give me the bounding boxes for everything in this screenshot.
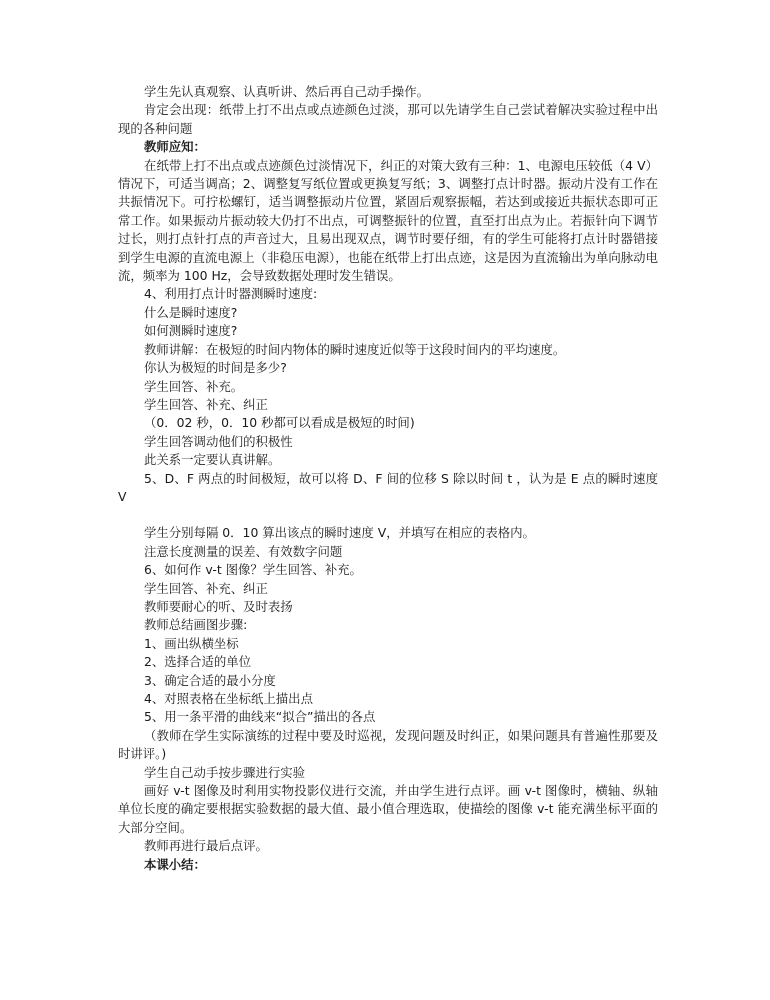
paragraph: 学生回答、补充。 <box>144 378 244 394</box>
paragraph: 什么是瞬时速度? <box>144 304 238 320</box>
list-item: 5、用一条平滑的曲线来“拟合”描出的各点 <box>144 709 376 725</box>
paragraph: 学生回答调动他们的积极性 <box>144 433 293 449</box>
paragraph: 画好 v-t 图像及时利用实物投影仪进行交流，并由学生进行点评。画 v-t 图像时，横轴、纵轴单位长度的确定要根据实验数据的最大值、最小值合理选取，使描绘的图像 v-t 能充满坐标平面的大部分空间。 <box>118 783 658 835</box>
list-item: 3、确定合适的最小分度 <box>144 672 276 688</box>
paragraph: 学生回答、补充、纠正 <box>144 580 268 596</box>
paragraph: （教师在学生实际演练的过程中要及时巡视，发现问题及时纠正，如果问题具有普遍性那要及时讲评。) <box>118 727 658 762</box>
list-item: 4、对照表格在坐标纸上描出点 <box>144 691 313 706</box>
paragraph: 学生回答、补充、纠正 <box>144 396 268 412</box>
paragraph: 你认为极短的时间是多少? <box>144 360 287 376</box>
paragraph: 教师总结画图步骤: <box>144 617 248 633</box>
paragraph: 注意长度测量的误差、有效数字问题 <box>144 543 343 559</box>
paragraph: 学生自己动手按步骤进行实验 <box>144 764 306 780</box>
paragraph: （0．02 秒，0．10 秒都可以看成是极短的时间) <box>144 415 415 431</box>
paragraph: 在纸带上打不出点或点迹颜色过淡情况下，纠正的对策大致有三种：1、电源电压较低（4 V）情况下，可适当调高；2、调整复写纸位置或更换复写纸；3、调整打点计时器。振动片没有工作在共振情况下。可拧松螺钉，适当调整振动片位置，紧固后观察振幅，若达到或接近共振状态即可正常工作。如果振动片振动较大仍打不出点，可调整振针的位置，直至打出点为止。若振针向下调节过长，则打点针打点的声音过大，且易出现双点，调节时要仔细，有的学生可能将打点计时器错接到学生电源的直流电源上（非稳压电源），也能在纸带上打出点迹，这是因为直流输出为单向脉动电流，频率为 100 Hz，会导致数据处理时发生错误。 <box>118 157 658 284</box>
list-item: 1、画出纵横坐标 <box>144 635 239 651</box>
section-heading: 本课小结： <box>144 856 206 872</box>
paragraph: 4、利用打点计时器测瞬时速度: <box>144 286 318 302</box>
list-item: 2、选择合适的单位 <box>144 654 252 670</box>
document-body <box>118 83 658 874</box>
section-heading: 教师应知： <box>144 139 206 155</box>
paragraph: 学生先认真观察、认真听讲、然后再自己动手操作。 <box>144 84 429 99</box>
paragraph: 教师要耐心的听、及时表扬 <box>144 598 293 614</box>
paragraph: 5、D、F 两点的时间极短，故可以将 D、F 间的位移 S 除以时间 t ，认为是 E 点的瞬时速度 V <box>118 470 658 504</box>
paragraph: 教师讲解：在极短的时间内物体的瞬时速度近似等于这段时间内的平均速度。 <box>144 341 566 357</box>
paragraph: 肯定会出现：纸带上打不出点或点迹颜色过淡，那可以先请学生自己尝试着解决实验过程中出现的各种问题 <box>118 102 658 136</box>
paragraph: 如何测瞬时速度? <box>144 323 238 339</box>
blank-line <box>118 506 658 524</box>
paragraph: 6、如何作 v-t 图像？学生回答、补充。 <box>144 562 362 578</box>
paragraph: 教师再进行最后点评。 <box>144 838 268 854</box>
paragraph: 此关系一定要认真讲解。 <box>144 452 281 468</box>
paragraph: 学生分别每隔 0．10 算出该点的瞬时速度 V，并填写在相应的表格内。 <box>144 525 535 541</box>
